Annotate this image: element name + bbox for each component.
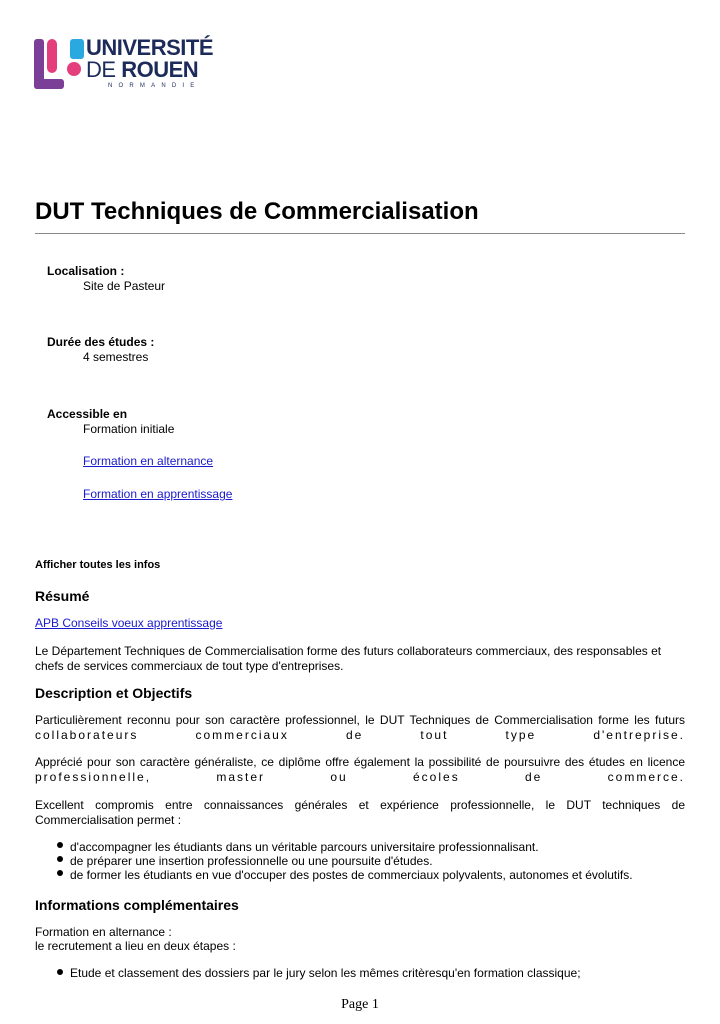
infos-line2: le recrutement a lieu en deux étapes :: [35, 939, 236, 953]
description-p3: Excellent compromis entre connaissances générales et expérience professionnelle, le DUT techniques de Commercialisation permet :: [35, 798, 685, 827]
description-p2-line1: Apprécié pour son caractère généraliste, ce diplôme offre également la possibilité de poursuivre des études en licence: [35, 755, 685, 769]
list-item: d'accompagner les étudiants dans un véritable parcours universitaire professionnalisant.: [70, 840, 539, 854]
bullet-icon: [57, 856, 63, 862]
accessible-label: Accessible en: [47, 407, 128, 421]
resume-text: Le Département Techniques de Commercialisation forme des futurs collaborateurs commerciaux, des responsables et chefs de services commerciaux de tout type d'entreprises.: [35, 644, 662, 673]
list-item: de préparer une insertion professionnelle ou une poursuite d'études.: [70, 854, 433, 868]
apb-conseils-link[interactable]: APB Conseils voeux apprentissage: [35, 616, 223, 630]
show-all-info-toggle[interactable]: Afficher toutes les infos: [35, 559, 161, 571]
localisation-label: Localisation :: [47, 264, 125, 278]
infos-heading: Informations complémentaires: [35, 897, 239, 913]
description-p1-line1: Particulièrement reconnu pour son caractère professionnel, le DUT Techniques de Commercialisation forme les futurs: [35, 713, 685, 727]
page-number: Page 1: [341, 997, 379, 1012]
formation-apprentissage-link[interactable]: Formation en apprentissage: [83, 487, 233, 501]
localisation-value: Site de Pasteur: [83, 279, 166, 293]
infos-line1: Formation en alternance :: [35, 925, 172, 939]
university-logo: [34, 35, 214, 93]
bullet-icon: [57, 842, 63, 848]
logo-line-universite: UNIVERSITÉ: [86, 35, 214, 60]
list-item: Etude et classement des dossiers par le jury selon les mêmes critèresqu'en formation classique;: [70, 966, 581, 980]
description-heading: Description et Objectifs: [35, 685, 193, 701]
formation-initiale: Formation initiale: [83, 422, 175, 436]
logo-rouen: ROUEN: [121, 57, 199, 82]
page-title: DUT Techniques de Commercialisation: [35, 198, 479, 225]
bullet-icon: [57, 969, 63, 975]
description-p2-line2: professionnelle, master ou écoles de commerce.: [35, 770, 685, 784]
description-p1-line2: collaborateurs commerciaux de tout type d'entreprise.: [35, 728, 685, 742]
logo-line-rouen: [86, 59, 198, 81]
title-divider: [35, 233, 685, 234]
logo-de: DE: [86, 57, 116, 82]
list-item: de former les étudiants en vue d'occuper des postes de commerciaux polyvalents, autonomes et évolutifs.: [70, 868, 633, 882]
duree-label: Durée des études :: [47, 335, 155, 349]
formation-alternance-link[interactable]: Formation en alternance: [83, 454, 214, 468]
resume-heading: Résumé: [35, 588, 90, 604]
logo-emblem: [34, 35, 86, 93]
logo-line-normandie: NORMANDIE: [108, 83, 201, 89]
duree-value: 4 semestres: [83, 350, 149, 364]
bullet-icon: [57, 870, 63, 876]
